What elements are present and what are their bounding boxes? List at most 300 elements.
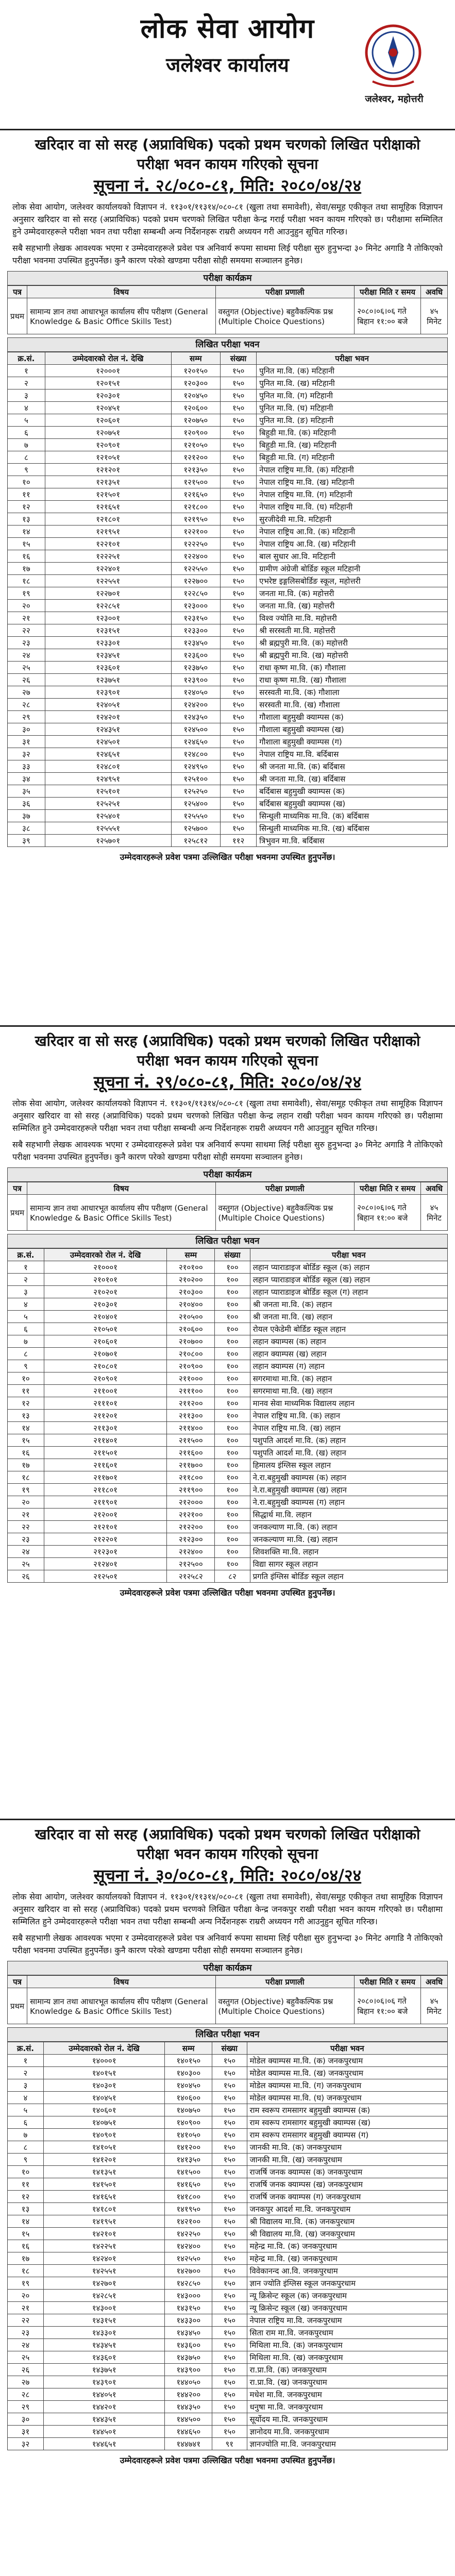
table-cell: १२०९०१	[45, 439, 171, 451]
table-cell: १५०	[220, 414, 256, 427]
table-cell: २११२००	[167, 1397, 215, 1410]
table-row	[8, 2067, 448, 2079]
table-header: परीक्षा मिति र समय	[355, 1182, 421, 1195]
table-cell: १५०	[212, 2426, 247, 2438]
table-cell: ९	[8, 2154, 44, 2166]
table-cell: राजर्षि जनक क्याम्पस (ग) जनकपुरधाम	[247, 2191, 447, 2203]
table-cell: १२५७००	[171, 822, 220, 835]
table-cell: ९१	[212, 2438, 247, 2450]
table-cell: २१०८०१	[44, 1360, 167, 1372]
table-cell: १५०	[220, 699, 256, 711]
table-cell: १५०	[212, 2351, 247, 2364]
notice-title: खरिदार वा सो सरह (अप्राविधिक) पदको प्रथम चरणको लिखित परीक्षाको	[35, 1826, 420, 1843]
table-cell: ११२	[220, 835, 256, 847]
table-cell: १४०९०१	[43, 2129, 164, 2141]
table-cell: वस्तुगत (Objective) बहुवैकल्पिक प्रश्न (Multiple Choice Questions)	[215, 1988, 355, 2024]
table-cell: लहान क्याम्पस (ख) लहान	[250, 1348, 447, 1360]
table-cell: १४०७५१	[43, 2116, 164, 2129]
table-row	[8, 798, 448, 810]
table-cell: २१२०००	[167, 1496, 215, 1509]
table-cell: २१२२०१	[44, 1533, 167, 1546]
table-cell: १८	[8, 2265, 44, 2277]
table-row	[8, 674, 448, 686]
table-cell: १२३०००	[171, 600, 220, 612]
table-cell: ३७	[8, 810, 45, 822]
table-cell: १२३१५१	[45, 624, 171, 637]
table-cell: १४१०५१	[43, 2141, 164, 2154]
table-cell: १४४७४१	[165, 2438, 212, 2450]
table-cell: ४	[8, 402, 45, 414]
table-cell: श्री विद्यालय मा.वि. (क) जनकपुरधाम	[247, 2215, 447, 2228]
page-header	[0, 0, 455, 138]
table-cell: १२१०५०	[171, 439, 220, 451]
table-row	[8, 2215, 448, 2228]
table-cell: १२०००१	[45, 365, 171, 377]
table-cell: १४०३००	[165, 2067, 212, 2079]
table-header: परीक्षा भवन	[247, 2042, 447, 2055]
table-header: परीक्षा मिति र समय	[355, 1976, 421, 1988]
table-row	[8, 686, 448, 699]
table-cell: सिता राम मा.वि. जनकपुरधाम	[247, 2327, 447, 2339]
table-cell: १२२२५०	[171, 538, 220, 550]
table-cell: १२३३०१	[45, 637, 171, 649]
table-row	[8, 1348, 448, 1360]
table-cell: मोडेल क्याम्पस मा.वि. (ग) जनकपुरधाम	[247, 2079, 447, 2092]
notice-title: खरिदार वा सो सरह (अप्राविधिक) पदको प्रथम चरणको लिखित परीक्षाको	[35, 136, 420, 153]
table-cell: १००	[215, 1484, 250, 1496]
table-cell: १५०	[212, 2215, 247, 2228]
table-cell: १४२५५१	[43, 2265, 164, 2277]
table-cell: जानकी मा.वि. (ख) जनकपुरधाम	[247, 2154, 447, 2166]
table-cell: १५०	[212, 2252, 247, 2265]
table-cell: १५०	[220, 377, 256, 389]
table-row	[8, 2290, 448, 2302]
table-cell: ने.रा.बहुमुखी क्याम्पस (ग) लहान	[250, 1496, 447, 1509]
table-row	[8, 2092, 448, 2104]
table-cell: १२२८५०	[171, 587, 220, 600]
table-cell: ३३	[8, 760, 45, 773]
table-cell: १६	[8, 2240, 44, 2252]
table-cell: ६	[8, 2116, 44, 2129]
table-cell: २१२५०१	[44, 1570, 167, 1583]
table-cell: १२५५५०	[171, 810, 220, 822]
table-cell: १२०१५०	[171, 365, 220, 377]
table-cell: मोडेल क्याम्पस मा.वि. (क) जनकपुरधाम	[247, 2055, 447, 2067]
table-cell: १००	[215, 1335, 250, 1348]
table-row	[8, 1286, 448, 1298]
table-cell: २११३००	[167, 1410, 215, 1422]
table-header: विषय	[27, 286, 215, 298]
table-cell: १२१०५१	[45, 451, 171, 464]
table-row	[8, 1261, 448, 1274]
venue-label: लिखित परीक्षा भवन	[7, 1234, 448, 1248]
notice-number: सूचना नं. २९/०८०-८१, मिति: २०८०/०४/२४	[93, 1072, 362, 1092]
table-cell: ३४	[8, 773, 45, 785]
table-row	[8, 575, 448, 587]
table-cell: नेपाल राष्ट्रिय मा.वि. (ग) मटिहानी	[257, 488, 448, 501]
table-cell: १४१९५१	[43, 2215, 164, 2228]
table-cell: १	[8, 2055, 44, 2067]
table-cell: २८	[8, 2388, 44, 2401]
table-cell: १४	[8, 1422, 44, 1434]
table-cell: १४०९००	[165, 2116, 212, 2129]
table-row	[8, 1298, 448, 1311]
table-cell: २५	[8, 2351, 44, 2364]
table-cell: राम स्वरूप रामसागर बहुमुखी क्याम्पस (ख)	[247, 2116, 447, 2129]
table-cell: सरस्वती मा.वि. (ख) गौशाला	[257, 699, 448, 711]
table-cell: मानव सेवा माध्यमिक विद्यालय लहान	[250, 1397, 447, 1410]
table-cell: मिथिला मा.वि. (क) जनकपुरधाम	[247, 2339, 447, 2351]
table-cell: १००	[215, 1509, 250, 1521]
table-cell: श्री ब्रह्मपुरी मा.वि. (क) महोत्तरी	[257, 637, 448, 649]
venue-table	[7, 1248, 448, 1583]
table-row	[8, 2154, 448, 2166]
table-cell: १४२४०१	[43, 2252, 164, 2265]
table-cell: १४३६००	[165, 2339, 212, 2351]
table-cell: १००	[215, 1447, 250, 1459]
table-cell: १४३००१	[43, 2302, 164, 2314]
table-cell: १५०	[212, 2290, 247, 2302]
table-cell: ३०	[8, 2413, 44, 2426]
table-header: क्र.सं.	[8, 352, 45, 365]
table-cell: १२	[8, 2191, 44, 2203]
table-cell: सगरमाथा मा.वि. (क) लहान	[250, 1372, 447, 1385]
table-cell: १५०	[212, 2203, 247, 2215]
table-cell: सामान्य ज्ञान तथा आधारभूत कार्यालय सीप परीक्षण (General Knowledge & Basic Office Skills Test)	[27, 298, 215, 334]
table-cell: १००	[215, 1385, 250, 1397]
table-cell: १२३६०१	[45, 662, 171, 674]
schedule-table	[7, 1975, 448, 2024]
table-cell: १००	[215, 1496, 250, 1509]
table-cell: नेपाल राष्ट्रिय मा.वि. (घ) मटिहानी	[257, 501, 448, 513]
table-cell: १२४८०१	[45, 760, 171, 773]
table-cell: १५०	[212, 2401, 247, 2413]
table-cell: पुनित मा.वि. (ख) मटिहानी	[257, 377, 448, 389]
table-cell: ५	[8, 2104, 44, 2116]
schedule-label: परीक्षा कार्यक्रम	[7, 1167, 448, 1182]
table-cell: १४१६५१	[43, 2191, 164, 2203]
table-cell: १५०	[220, 389, 256, 402]
table-row	[8, 1509, 448, 1521]
table-cell: १२४२००	[171, 699, 220, 711]
table-cell: ग्रामीण अंग्रेजी बोर्डिङ स्कूल मटिहानी	[257, 563, 448, 575]
table-row	[8, 1447, 448, 1459]
table-row	[8, 2240, 448, 2252]
table-cell: नेपाल राष्ट्रिय मा.वि. (ख) लहान	[250, 1422, 447, 1434]
notice-paragraph: लोक सेवा आयोग, जलेश्वर कार्यालयको विज्ञापन नं. ११३०१/११३१४/०८०-८१ (खुला तथा समावेशी), सेवा/समूह एकीकृत तथा सामूहिक विज्ञापन अनुसार खरिदार वा सो सरह (अप्राविधिक) पदको प्रथम चरणको लिखित परीक्षा केन्द्र लहान राखी परीक्षा भवन कायम गरिएको छ। परीक्षामा सम्मिलित हुने उम्मेदवारहरूले परीक्षा भवन तथा परीक्षा सम्बन्धी अन्य निर्देशनहरू राम्ररी अध्ययन गरी आउनुहुन सूचित गरिन्छ।	[12, 1098, 443, 1133]
table-header: पत्र	[8, 286, 27, 298]
table-header: क्र.सं.	[8, 2042, 44, 2055]
table-cell: राम स्वरूप रामसागर बहुमुखी क्याम्पस (ग)	[247, 2129, 447, 2141]
table-cell: श्री ब्रह्मपुरी मा.वि. (ख) महोत्तरी	[257, 649, 448, 662]
table-cell: श्री जनता मा.वि. (ख) बर्दिबास	[257, 773, 448, 785]
table-cell: १५०	[212, 2141, 247, 2154]
table-cell: २	[8, 2067, 44, 2079]
table-cell: ३	[8, 2079, 44, 2092]
table-cell: १९	[8, 587, 45, 600]
table-cell: १४२८५०	[165, 2277, 212, 2290]
table-cell: धनुषा मा.वि. जनकपुरधाम	[247, 2401, 447, 2413]
table-cell: ३९	[8, 835, 45, 847]
table-cell: १००	[215, 1434, 250, 1447]
table-cell: १२०६००	[171, 402, 220, 414]
table-cell: १००	[215, 1471, 250, 1484]
table-cell: शिवशक्ति मा.वि. लहान	[250, 1546, 447, 1558]
table-row	[8, 662, 448, 674]
table-cell: लहान प्याराडाइज बोर्डिङ स्कूल (क) लहान	[250, 1261, 447, 1274]
table-cell: १५०	[220, 488, 256, 501]
table-cell: २१०४०१	[44, 1311, 167, 1323]
table-cell: लहान प्याराडाइज बोर्डिङ स्कूल (ग) लहान	[250, 1286, 447, 1298]
table-cell: १५०	[220, 723, 256, 736]
table-cell: ३	[8, 1286, 44, 1298]
table-cell: बर्दिबास बहुमुखी क्याम्पस (क)	[257, 785, 448, 798]
table-cell: १६	[8, 550, 45, 563]
emblem-caption: जलेश्वर, महोत्तरी	[365, 94, 424, 105]
table-cell: १२१९५०	[171, 513, 220, 526]
table-row	[8, 2141, 448, 2154]
table-cell: २११०००	[167, 1372, 215, 1385]
table-cell: ने.रा.बहुमुखी क्याम्पस (क) लहान	[250, 1471, 447, 1484]
table-cell: राधा कृष्ण मा.वि. (ख) गौशाला	[257, 674, 448, 686]
table-header: संख्या	[220, 352, 256, 365]
table-row	[8, 2351, 448, 2364]
table-cell: ११	[8, 1385, 44, 1397]
table-cell: १५०	[212, 2067, 247, 2079]
table-cell: सगरमाथा मा.वि. (ख) लहान	[250, 1385, 447, 1397]
table-cell: १००	[215, 1323, 250, 1335]
table-row	[8, 377, 448, 389]
table-header: संख्या	[212, 2042, 247, 2055]
table-row	[8, 649, 448, 662]
table-cell: राजर्षि जनक क्याम्पस (ख) जनकपुरधाम	[247, 2178, 447, 2191]
table-row	[8, 2339, 448, 2351]
table-cell: १५०	[212, 2166, 247, 2178]
table-cell: नेपाल राष्ट्रिय मा.वि. (ख) मटिहानी	[257, 476, 448, 488]
table-cell: ३	[8, 389, 45, 402]
table-cell: १००	[215, 1410, 250, 1422]
table-row	[8, 439, 448, 451]
table-cell: १५०	[220, 686, 256, 699]
table-cell: २१	[8, 612, 45, 624]
table-row	[8, 513, 448, 526]
table-cell: १९	[8, 2277, 44, 2290]
page-subtitle: जलेश्वर कार्यालय	[166, 54, 289, 76]
table-cell: १२०३००	[171, 377, 220, 389]
table-cell: बिहुडी मा.वि. (ग) मटिहानी	[257, 451, 448, 464]
table-cell: एभरेष्ट इङ्गलिसबोर्डिङ स्कूल, महोत्तरी	[257, 575, 448, 587]
table-cell: १२०१५१	[45, 377, 171, 389]
table-cell: १२३७५१	[45, 674, 171, 686]
table-cell: न्यू क्रिसेन्ट स्कूल (क) जनकपुरधाम	[247, 2290, 447, 2302]
table-cell: १९	[8, 1484, 44, 1496]
table-cell: १५०	[220, 600, 256, 612]
notice-paragraph: सबै सहभागी लेखक आवश्यक भएमा र उम्मेदवारहरूले प्रवेश पत्र अनिवार्य रूपमा साथमा लिई परीक्षा सुरु हुनुभन्दा ३० मिनेट अगाडि नै तोकिएको परीक्षा भवनमा उपस्थित हुनुपर्नेछ। कुनै कारण परेको खण्डमा परीक्षा सोही समयमा सञ्चालन हुनेछ।	[12, 1933, 443, 1955]
table-cell: १५०	[212, 2314, 247, 2327]
table-cell: १४४०५१	[43, 2388, 164, 2401]
table-cell: १२५७०१	[45, 835, 171, 847]
table-cell: ६	[8, 427, 45, 439]
table-cell: वस्तुगत (Objective) बहुवैकल्पिक प्रश्न (Multiple Choice Questions)	[215, 1195, 355, 1231]
table-cell: २२	[8, 624, 45, 637]
venue-table	[7, 2042, 448, 2450]
table-cell: २११४०१	[44, 1434, 167, 1447]
table-cell: २१०५००	[167, 1311, 215, 1323]
table-cell: २०८०।०६।०६ गते बिहान ११:०० बजे	[355, 1988, 421, 2024]
table-cell: १८	[8, 1471, 44, 1484]
table-cell: सामान्य ज्ञान तथा आधारभूत कार्यालय सीप परीक्षण (General Knowledge & Basic Office Skills Test)	[27, 1988, 215, 2024]
table-cell: जनकल्याण मा.वि. (ख) लहान	[250, 1533, 447, 1546]
table-row	[8, 2203, 448, 2215]
table-cell: १२३००१	[45, 612, 171, 624]
table-cell: १४१९५०	[165, 2203, 212, 2215]
table-cell: १४१५०१	[43, 2178, 164, 2191]
table-cell: १५०	[220, 464, 256, 476]
table-cell: ३५	[8, 785, 45, 798]
table-cell: १००	[215, 1372, 250, 1385]
table-cell: १४४३५१	[43, 2413, 164, 2426]
table-cell: बिहुडी मा.वि. (ख) मटिहानी	[257, 439, 448, 451]
table-cell: २६	[8, 2364, 44, 2376]
table-row	[8, 2228, 448, 2240]
table-cell: ६	[8, 1323, 44, 1335]
table-cell: १२३९००	[171, 674, 220, 686]
table-cell: १४३१५०	[165, 2302, 212, 2314]
table-cell: २१०००१	[44, 1261, 167, 1274]
table-header: उम्मेदवारको रोल नं. देखि	[43, 2042, 164, 2055]
table-cell: जनकल्याण मा.वि. (क) लहान	[250, 1521, 447, 1533]
table-cell: २१	[8, 2302, 44, 2314]
notice-subtitle: परीक्षा भवन कायम गरिएको सूचना	[137, 1052, 318, 1069]
table-cell: २१०३००	[167, 1286, 215, 1298]
table-cell: २९	[8, 2401, 44, 2413]
table-cell: १५०	[220, 501, 256, 513]
table-row	[8, 1410, 448, 1422]
notice-block-3	[7, 1825, 448, 2471]
table-cell: १२४५००	[171, 723, 220, 736]
table-row	[8, 600, 448, 612]
table-cell: सिन्धुली माध्यमिक मा.वि. (क) बर्दिबास	[257, 810, 448, 822]
table-cell: १२४२०१	[45, 711, 171, 723]
table-cell: ८२	[215, 1570, 250, 1583]
table-cell: २१०९०१	[44, 1372, 167, 1385]
table-cell: १५०	[212, 2154, 247, 2166]
table-cell: १४१६५०	[165, 2178, 212, 2191]
table-cell: १५०	[220, 575, 256, 587]
table-cell: १४२८५१	[43, 2290, 164, 2302]
table-cell: १५०	[220, 649, 256, 662]
table-cell: १२२५५१	[45, 575, 171, 587]
table-row	[8, 2376, 448, 2388]
table-cell: १४३९०१	[43, 2376, 164, 2388]
table-cell: १२	[8, 501, 45, 513]
table-header: परीक्षा प्रणाली	[215, 286, 355, 298]
table-cell: १५०	[220, 439, 256, 451]
table-cell: विद्या सागर स्कूल लहान	[250, 1558, 447, 1570]
table-cell: १५०	[212, 2388, 247, 2401]
table-cell: २८	[8, 699, 45, 711]
table-cell: १८	[8, 575, 45, 587]
table-row	[8, 822, 448, 835]
table-cell: १२३९०१	[45, 686, 171, 699]
table-cell: २११६०१	[44, 1459, 167, 1471]
table-row	[8, 389, 448, 402]
table-cell: २१२४००	[167, 1546, 215, 1558]
table-header: सम्म	[171, 352, 220, 365]
table-row	[8, 2191, 448, 2203]
table-row	[8, 612, 448, 624]
table-cell: २१	[8, 1509, 44, 1521]
table-cell: ३१	[8, 736, 45, 748]
table-cell: १२१५०१	[45, 488, 171, 501]
table-cell: २४	[8, 649, 45, 662]
table-row	[8, 476, 448, 488]
table-cell: वस्तुगत (Objective) बहुवैकल्पिक प्रश्न (Multiple Choice Questions)	[215, 298, 355, 334]
table-cell: २१०६००	[167, 1323, 215, 1335]
table-header: उम्मेदवारको रोल नं. देखि	[44, 1249, 167, 1261]
table-cell: १०	[8, 1372, 44, 1385]
table-cell: १२	[8, 1397, 44, 1410]
schedule-label: परीक्षा कार्यक्रम	[7, 1961, 448, 1975]
table-cell: ५	[8, 414, 45, 427]
table-cell: १४०१५०	[165, 2055, 212, 2067]
table-cell: १२१९५१	[45, 526, 171, 538]
table-header: सम्म	[165, 2042, 212, 2055]
table-cell: १०	[8, 2166, 44, 2178]
table-cell: सरस्वती मा.वि. (क) गौशाला	[257, 686, 448, 699]
table-cell: १५०	[220, 810, 256, 822]
table-cell: ३८	[8, 822, 45, 835]
table-cell: १४४२०१	[43, 2401, 164, 2413]
table-row	[8, 2055, 448, 2067]
table-cell: ३२	[8, 748, 45, 760]
table-cell: १००	[215, 1422, 250, 1434]
table-row	[8, 760, 448, 773]
table-cell: २१०७०१	[44, 1348, 167, 1360]
table-cell: लहान क्याम्पस (ग) लहान	[250, 1360, 447, 1372]
table-row	[8, 1434, 448, 1447]
block-divider	[0, 1025, 455, 1027]
table-cell: २४	[8, 1546, 44, 1558]
table-cell: २११५००	[167, 1434, 215, 1447]
table-row	[8, 1422, 448, 1434]
notice-paragraph: लोक सेवा आयोग, जलेश्वर कार्यालयको विज्ञापन नं. ११३०१/११३१४/०८०-८१ (खुला तथा समावेशी), सेवा/समूह एकीकृत तथा सामूहिक विज्ञापन अनुसार खरिदार वा सो सरह (अप्राविधिक) पदको प्रथम चरणको लिखित परीक्षा केन्द्र जनकपुर राखी परीक्षा भवन कायम गरिएको छ। परीक्षामा सम्मिलित हुने उम्मेदवारहरूले परीक्षा भवन तथा परीक्षा सम्बन्धी अन्य निर्देशनहरू राम्ररी अध्ययन गरी आउनुहुन सूचित गरिन्छ।	[12, 1892, 443, 1926]
table-cell: १४४५००	[165, 2413, 212, 2426]
table-cell: २१०९००	[167, 1360, 215, 1372]
page-title: लोक सेवा आयोग	[140, 13, 315, 44]
table-cell: विवेकानन्द आ.वि. जनकपुरधाम	[247, 2265, 447, 2277]
table-cell: २११७००	[167, 1459, 215, 1471]
schedule-table	[7, 285, 448, 334]
table-row	[8, 1570, 448, 1583]
table-cell: १५०	[220, 662, 256, 674]
table-cell: राजर्षि जनक क्याम्पस (क) जनकपुरधाम	[247, 2166, 447, 2178]
table-cell: २१०१००	[167, 1261, 215, 1274]
table-cell: २१२१००	[167, 1509, 215, 1521]
table-cell: राम स्वरूप रामसागर बहुमुखी क्याम्पस (क)	[247, 2104, 447, 2116]
table-cell: २१०८००	[167, 1348, 215, 1360]
table-cell: १४१८०१	[43, 2203, 164, 2215]
table-cell: मोडेल क्याम्पस मा.वि. (ख) जनकपुरधाम	[247, 2067, 447, 2079]
table-cell: २०	[8, 600, 45, 612]
table-cell: प्रगति इंग्लिस बोर्डिङ स्कूल लहान	[250, 1570, 447, 1583]
table-cell: महेन्द्र मा.वि. (ख) जनकपुरधाम	[247, 2252, 447, 2265]
table-cell: १२२४००	[171, 550, 220, 563]
table-cell: १२०३०१	[45, 389, 171, 402]
table-cell: १२१८००	[171, 501, 220, 513]
table-cell: १२४०५१	[45, 699, 171, 711]
table-cell: १५०	[220, 736, 256, 748]
